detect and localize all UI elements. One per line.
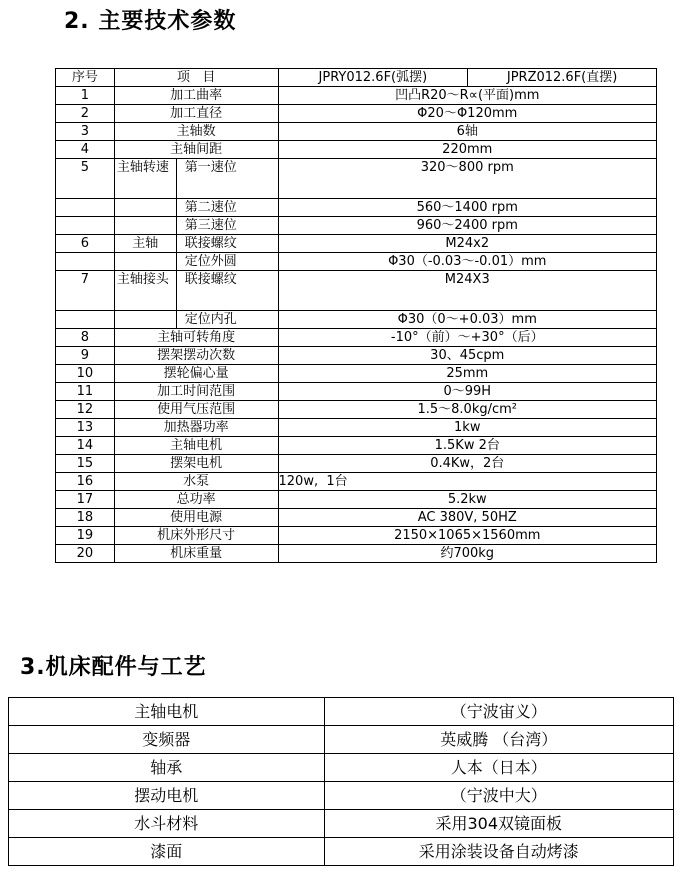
table-row [9, 698, 674, 726]
row-value: Φ30（-0.03～-0.01）mm [278, 253, 657, 271]
table-row [56, 365, 657, 383]
row-item: 加热器功率 [114, 419, 278, 437]
row-value: 320～800 rpm [278, 159, 657, 199]
row-no: 5 [56, 159, 115, 199]
table-row [56, 491, 657, 509]
table-row [9, 782, 674, 810]
table-row [56, 105, 657, 123]
row-no: 17 [56, 491, 115, 509]
accessory-name: 漆面 [9, 838, 325, 866]
accessories-table [8, 697, 674, 866]
table-row [56, 159, 657, 199]
row-item: 主轴数 [114, 123, 278, 141]
row-sub-item: 第三速位 [176, 217, 278, 235]
row-value: 560～1400 rpm [278, 199, 657, 217]
row-sub-item: 联接螺纹 [176, 235, 278, 253]
row-item: 加工直径 [114, 105, 278, 123]
row-no: 7 [56, 271, 115, 311]
row-value: 30、45cpm [278, 347, 657, 365]
table-row [56, 253, 657, 271]
row-no: 4 [56, 141, 115, 159]
accessory-name: 主轴电机 [9, 698, 325, 726]
row-no: 16 [56, 473, 115, 491]
row-no: 9 [56, 347, 115, 365]
row-item: 主轴可转角度 [114, 329, 278, 347]
accessory-name: 水斗材料 [9, 810, 325, 838]
row-value: -10°（前）～+30°（后） [278, 329, 657, 347]
accessory-value: （宁波中大） [324, 782, 674, 810]
row-item: 加工时间范围 [114, 383, 278, 401]
table-row [56, 545, 657, 563]
row-no: 18 [56, 509, 115, 527]
table-row [56, 509, 657, 527]
row-no: 11 [56, 383, 115, 401]
table-row [9, 838, 674, 866]
row-sub-item: 定位外圆 [176, 253, 278, 271]
row-group: 主轴 [114, 235, 176, 253]
row-no: 13 [56, 419, 115, 437]
table-row [9, 810, 674, 838]
row-value: 约700kg [278, 545, 657, 563]
row-value: 25mm [278, 365, 657, 383]
table-row [56, 141, 657, 159]
accessory-value: 英威腾 （台湾） [324, 726, 674, 754]
header-model-straight: JPRZ012.6F(直摆) [468, 69, 657, 87]
table-row [9, 754, 674, 782]
table-row [9, 726, 674, 754]
row-value: Φ30（0～+0.03）mm [278, 311, 657, 329]
row-no: 10 [56, 365, 115, 383]
row-value: 0.4Kw，2台 [278, 455, 657, 473]
row-sub-item: 定位内孔 [176, 311, 278, 329]
row-group: 主轴接头 [114, 271, 176, 311]
row-item: 水泵 [114, 473, 278, 491]
header-model-arc: JPRY012.6F(弧摆) [278, 69, 468, 87]
row-value: 120w, 1台 [278, 473, 657, 491]
accessory-value: （宁波宙义） [324, 698, 674, 726]
spec-table [55, 68, 657, 563]
table-row [56, 217, 657, 235]
row-value: 960～2400 rpm [278, 217, 657, 235]
row-no: 15 [56, 455, 115, 473]
row-no: 19 [56, 527, 115, 545]
row-group: 主轴转速 [114, 159, 176, 199]
table-row [56, 123, 657, 141]
row-sub-item: 第一速位 [176, 159, 278, 199]
row-no: 2 [56, 105, 115, 123]
row-no: 3 [56, 123, 115, 141]
row-no: 1 [56, 87, 115, 105]
table-row [56, 383, 657, 401]
table-row [56, 347, 657, 365]
header-item: 项 目 [114, 69, 278, 87]
accessory-value: 人本（日本） [324, 754, 674, 782]
section-3-title: 3.机床配件与工艺 [20, 655, 207, 680]
row-value: 6轴 [278, 123, 657, 141]
table-row [56, 199, 657, 217]
row-value: Φ20～Φ120mm [278, 105, 657, 123]
row-value: 5.2kw [278, 491, 657, 509]
row-item: 使用气压范围 [114, 401, 278, 419]
row-sub-item: 第二速位 [176, 199, 278, 217]
table-row [56, 527, 657, 545]
row-no: 14 [56, 437, 115, 455]
row-item: 主轴间距 [114, 141, 278, 159]
header-no: 序号 [56, 69, 115, 87]
row-no: 8 [56, 329, 115, 347]
row-value: 2150×1065×1560mm [278, 527, 657, 545]
row-value: M24x2 [278, 235, 657, 253]
table-row [56, 437, 657, 455]
accessory-value: 采用涂装设备自动烤漆 [324, 838, 674, 866]
row-value: 凹凸R20～R∝(平面)mm [278, 87, 657, 105]
row-item: 机床外形尺寸 [114, 527, 278, 545]
row-no: 20 [56, 545, 115, 563]
row-item: 机床重量 [114, 545, 278, 563]
row-value: 1kw [278, 419, 657, 437]
row-value: 1.5～8.0kg/cm² [278, 401, 657, 419]
row-item: 加工曲率 [114, 87, 278, 105]
row-item: 摆架电机 [114, 455, 278, 473]
table-row [56, 455, 657, 473]
table-row [56, 87, 657, 105]
row-no: 6 [56, 235, 115, 253]
table-row [56, 329, 657, 347]
section-2-title: 2. 主要技术参数 [64, 9, 237, 34]
row-value: AC 380V, 50HZ [278, 509, 657, 527]
row-value: M24X3 [278, 271, 657, 311]
row-item: 总功率 [114, 491, 278, 509]
table-row [56, 473, 657, 491]
spec-header-row [56, 69, 657, 87]
table-row [56, 419, 657, 437]
table-row [56, 235, 657, 253]
row-value: 220mm [278, 141, 657, 159]
table-row [56, 271, 657, 311]
accessory-value: 采用304双镜面板 [324, 810, 674, 838]
row-value: 1.5Kw 2台 [278, 437, 657, 455]
row-item: 使用电源 [114, 509, 278, 527]
accessory-name: 轴承 [9, 754, 325, 782]
row-item: 主轴电机 [114, 437, 278, 455]
row-sub-item: 联接螺纹 [176, 271, 278, 311]
table-row [56, 401, 657, 419]
table-row [56, 311, 657, 329]
row-value: 0～99H [278, 383, 657, 401]
row-item: 摆架摆动次数 [114, 347, 278, 365]
row-no: 12 [56, 401, 115, 419]
accessory-name: 变频器 [9, 726, 325, 754]
accessory-name: 摆动电机 [9, 782, 325, 810]
row-item: 摆轮偏心量 [114, 365, 278, 383]
